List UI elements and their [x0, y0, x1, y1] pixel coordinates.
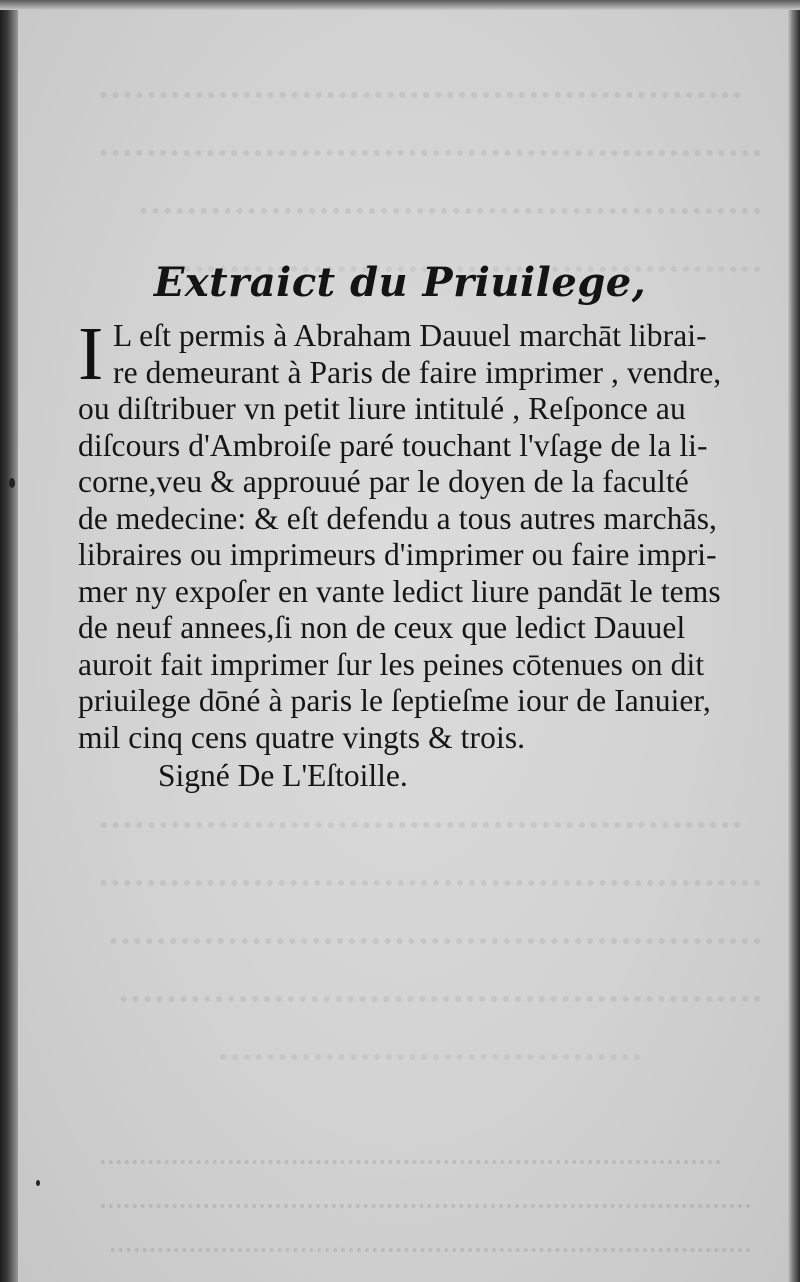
body-line: priuilege dōné à paris le ſeptieſme iour de Ianuier,	[78, 683, 711, 718]
body-line-text: L eſt permis à Abraham Dauuel marchāt librai-	[113, 318, 707, 353]
body-line: de medecine: & eſt defendu a tous autres marchās,	[78, 500, 718, 536]
drop-cap: I	[78, 312, 104, 396]
scan-speck	[36, 1180, 40, 1186]
body-line: corne,veu & approuué par le doyen de la faculté	[78, 464, 689, 499]
body-line: ou diſtribuer vn petit liure intitulé , Reſponce au	[78, 391, 686, 426]
privilege-body	[78, 312, 768, 756]
body-line: auroit fait imprimer ſur les peines cōtenues on dit	[78, 646, 705, 682]
scan-speck	[9, 478, 15, 488]
body-line: mil cinq cens quatre vingts & trois.	[78, 719, 526, 755]
show-through-texture-footer	[70, 1120, 750, 1282]
page-edge-top	[0, 0, 800, 10]
body-line: de neuf annees,ſi non de ceux que ledict Dauuel	[78, 610, 686, 645]
privilege-heading: Extraict du Priuilege,	[153, 258, 647, 306]
signature-line: Signé De L'Eſtoille.	[158, 758, 408, 793]
body-line: libraires ou imprimeurs d'imprimer ou faire impri-	[78, 537, 717, 572]
show-through-texture	[60, 40, 760, 272]
page-edge-left	[0, 0, 18, 1282]
page-edge-right	[788, 0, 800, 1282]
body-line: diſcours d'Ambroiſe paré touchant l'vſage de la li-	[78, 427, 708, 463]
body-line: re demeurant à Paris de faire imprimer , vendre,	[113, 354, 722, 390]
body-line: mer ny expoſer en vante ledict liure pandāt le tems	[78, 573, 721, 609]
show-through-texture-lower	[60, 770, 760, 1060]
